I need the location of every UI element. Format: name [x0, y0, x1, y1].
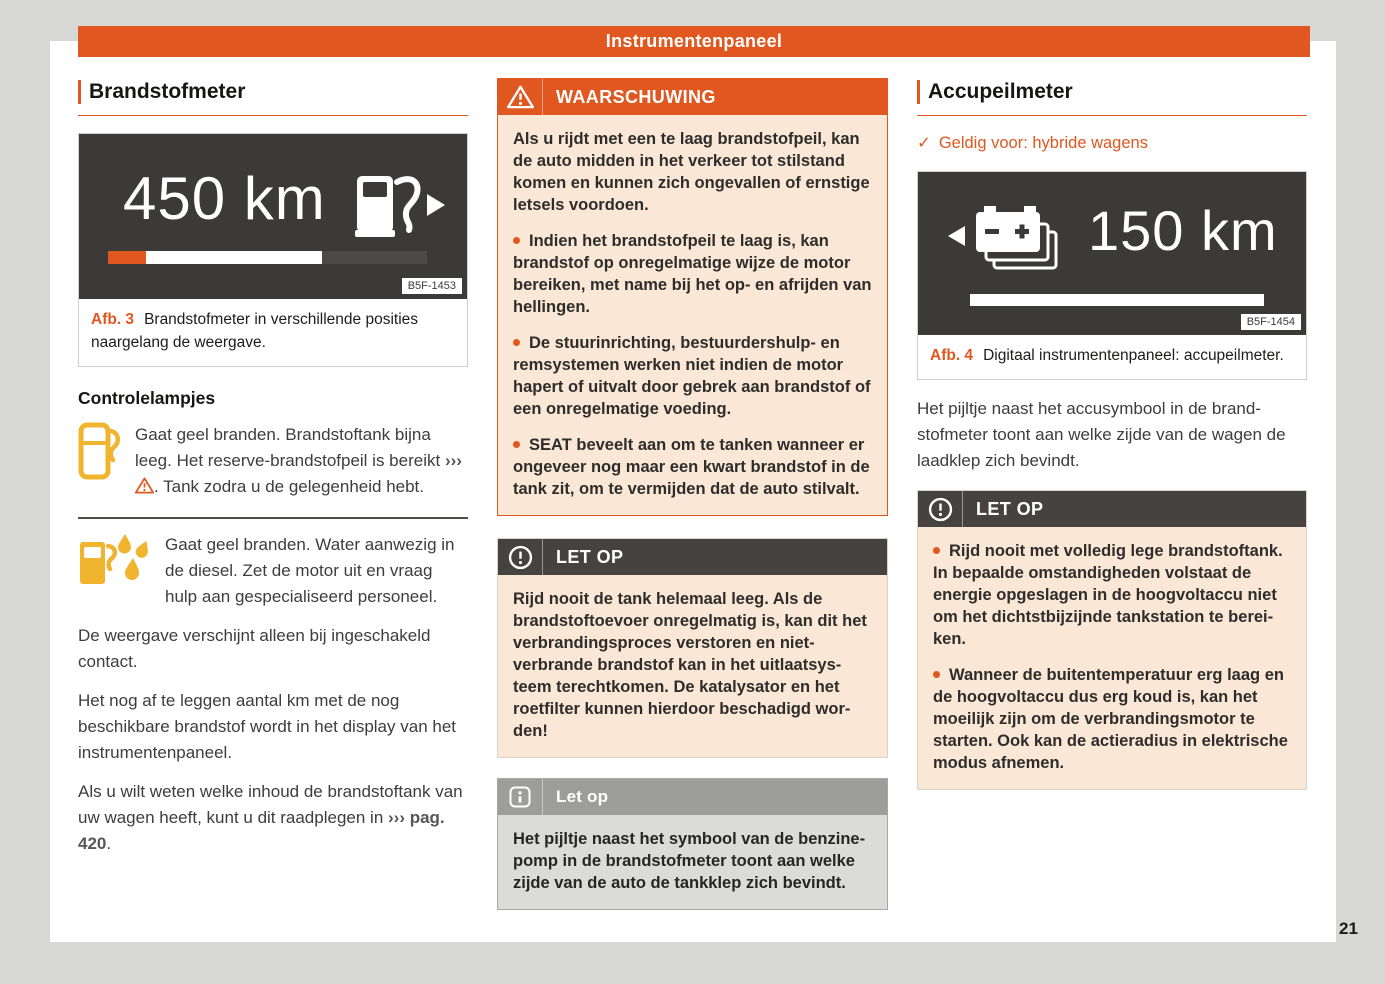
- caution-text: Rijd nooit de tank helemaal leeg. Als de brandstoftoevoer onregelmatig is, kan dit het verbrandingsproces verstoren en niet-verbrande brandstof kan in het uitlaatsysteem terechtkomen. De katalysator en het roetfilter kunnen hierdoor beschadigd worden!: [513, 590, 867, 740]
- bullet-dot-icon: [513, 237, 520, 244]
- lamp-description: Gaat geel branden. Water aanwezig in de diesel. Zet de motor uit en vraag hulp aan gespecialiseerd personeel.: [165, 535, 455, 606]
- warning-box: [497, 78, 888, 516]
- battery-level-bar: [970, 294, 1264, 306]
- fuel-bar-level-segment: [146, 251, 321, 264]
- figure-code-badge: B5F-1453: [402, 278, 462, 294]
- warning-box-body: [498, 115, 887, 515]
- caution-box-title: LET OP: [556, 546, 624, 567]
- caution-box-header: [498, 539, 887, 575]
- fuel-pump-outline-icon: [78, 422, 122, 488]
- battery-display-image: [918, 172, 1306, 335]
- caution-box: [497, 538, 888, 758]
- applies-to-line: ✓ Geldig voor: hybride wagens: [917, 133, 1148, 152]
- battery-stack-arrow-icon: [946, 198, 1072, 279]
- bullet-dot-icon: [513, 441, 520, 448]
- lamp-divider: [78, 517, 468, 519]
- fuel-display-image: [79, 134, 467, 299]
- bullet-dot-icon: [933, 671, 940, 678]
- figure-label: Afb. 4: [930, 347, 974, 364]
- bullet-dot-icon: [513, 339, 520, 346]
- bullet-dot-icon: [933, 547, 940, 554]
- checkmark-icon: ✓: [917, 133, 931, 152]
- paragraph: Het pijltje naast het accusymbool in de brandstofmeter toont aan welke zijde van de wagen de laadklep zich bevindt.: [917, 399, 1286, 470]
- paragraph-with-page-ref: Als u wilt weten welke inhoud de brandstoftank van uw wagen heeft, kunt u dit raadplegen in ››› pag. 420.: [78, 782, 463, 853]
- control-lamp-fuel-reserve: [78, 422, 468, 502]
- lamp-description: Gaat geel branden. Brandstoftank bijna leeg. Het reserve-brandstofpeil is bereikt ››› . Tank zodra u de gelegenheid hebt.: [135, 425, 462, 496]
- figure-caption: [79, 299, 467, 366]
- section-heading-brandstofmeter: Brandstofmeter: [78, 78, 468, 116]
- warning-triangle-icon: [135, 476, 154, 502]
- figure-caption-text: Brandstofmeter in verschillende posities naargelang de weergave.: [91, 311, 419, 351]
- exclamation-circle-icon: [918, 491, 963, 527]
- note-box: [497, 778, 888, 910]
- warning-triangle-icon: [498, 79, 543, 115]
- info-square-icon: [498, 779, 543, 815]
- paragraph: Het nog af te leggen aantal km met de nog beschikbare brandstof wordt in het display van het instrumentenpaneel.: [78, 691, 457, 762]
- chapter-title-bar: [78, 26, 1310, 57]
- caution-box-header: [918, 491, 1306, 527]
- figure-fuel-gauge: [78, 133, 468, 367]
- figure-battery-gauge: [917, 171, 1307, 380]
- caution-box-body: [498, 575, 887, 757]
- figure-label: Afb. 3: [91, 311, 135, 328]
- warning-box-title: WAARSCHUWING: [556, 86, 716, 107]
- cross-ref-chevrons: ›››: [444, 451, 462, 470]
- exclamation-circle-icon: [498, 539, 543, 575]
- caution-box-body: [918, 527, 1306, 789]
- fuel-bar-reserve-segment: [108, 251, 146, 264]
- column-accupeilmeter: [917, 78, 1307, 790]
- section-heading-accupeilmeter: Accupeilmeter: [917, 78, 1307, 116]
- caution-bullet: Rijd nooit met volledig lege brandstoftank. In bepaalde omstandigheden volstaat de energie opgeslagen in de hoogvoltaccu niet om het dichtstbijzijnde tankstation te bereiken.: [933, 542, 1283, 648]
- electric-range-value: 150 km: [1088, 199, 1278, 262]
- fuel-range-value: 450 km: [123, 165, 326, 232]
- warning-bullet: SEAT beveelt aan om te tanken wanneer er ongeveer nog maar een kwart brandstof in de tank zit, om te vermijden dat de auto stilvalt.: [513, 436, 870, 498]
- note-box-header: [498, 779, 887, 815]
- figure-caption-text: Digitaal instrumentenpaneel: accupeilmeter.: [983, 347, 1284, 364]
- fuel-pump-arrow-icon: [355, 172, 447, 247]
- caution-box-title: LET OP: [976, 498, 1044, 519]
- caution-bullet: Wanneer de buitentemperatuur erg laag en de hoogvoltaccu dus erg koud is, kan het moeilijk zijn om de verbrandingsmotor te starten. Ook kan de actieradius in elektrische modus afnemen.: [933, 666, 1288, 772]
- fuel-pump-water-icon: [78, 532, 152, 594]
- figure-caption: [918, 335, 1306, 379]
- figure-code-badge: B5F-1454: [1241, 314, 1301, 330]
- fuel-bar-empty-segment: [322, 251, 427, 264]
- subheading-controlelampjes: Controlelampjes: [78, 388, 216, 408]
- control-lamp-water-in-diesel: [78, 532, 468, 610]
- page-number: 21: [1339, 919, 1358, 938]
- warning-bullet: Indien het brandstofpeil te laag is, kan brandstof op onregelmatige wijze de motor bereiken, met name bij het op- en afrijden van hellingen.: [513, 232, 872, 316]
- column-warnings: [497, 78, 888, 910]
- note-text: Het pijltje naast het symbool van de benzinepomp in de brandstofmeter toont aan welke zijde van de auto de tankklep zich bevindt.: [513, 830, 866, 892]
- warning-box-header: [498, 79, 887, 115]
- caution-box: [917, 490, 1307, 790]
- column-brandstofmeter: [78, 78, 468, 857]
- chapter-title: Instrumentenpaneel: [605, 31, 783, 51]
- note-box-body: [498, 815, 887, 909]
- fuel-level-bar: [108, 251, 427, 264]
- battery-bar-level-segment: [970, 294, 1264, 306]
- warning-bullet: De stuurinrichting, bestuurdershulp- en remsystemen werken niet indien de motor hapert of uitvalt door gebrek aan brandstof of een onregelmatige voeding.: [513, 334, 871, 418]
- warning-intro: Als u rijdt met een te laag brandstofpeil, kan de auto midden in het verkeer tot stilstand komen en kunnen zich ongevallen of ernstige letsels voordoen.: [513, 130, 870, 214]
- paragraph: De weergave verschijnt alleen bij ingeschakeld contact.: [78, 626, 431, 671]
- note-box-title: Let op: [556, 787, 609, 806]
- page-reference: ››› pag. 420: [78, 808, 445, 853]
